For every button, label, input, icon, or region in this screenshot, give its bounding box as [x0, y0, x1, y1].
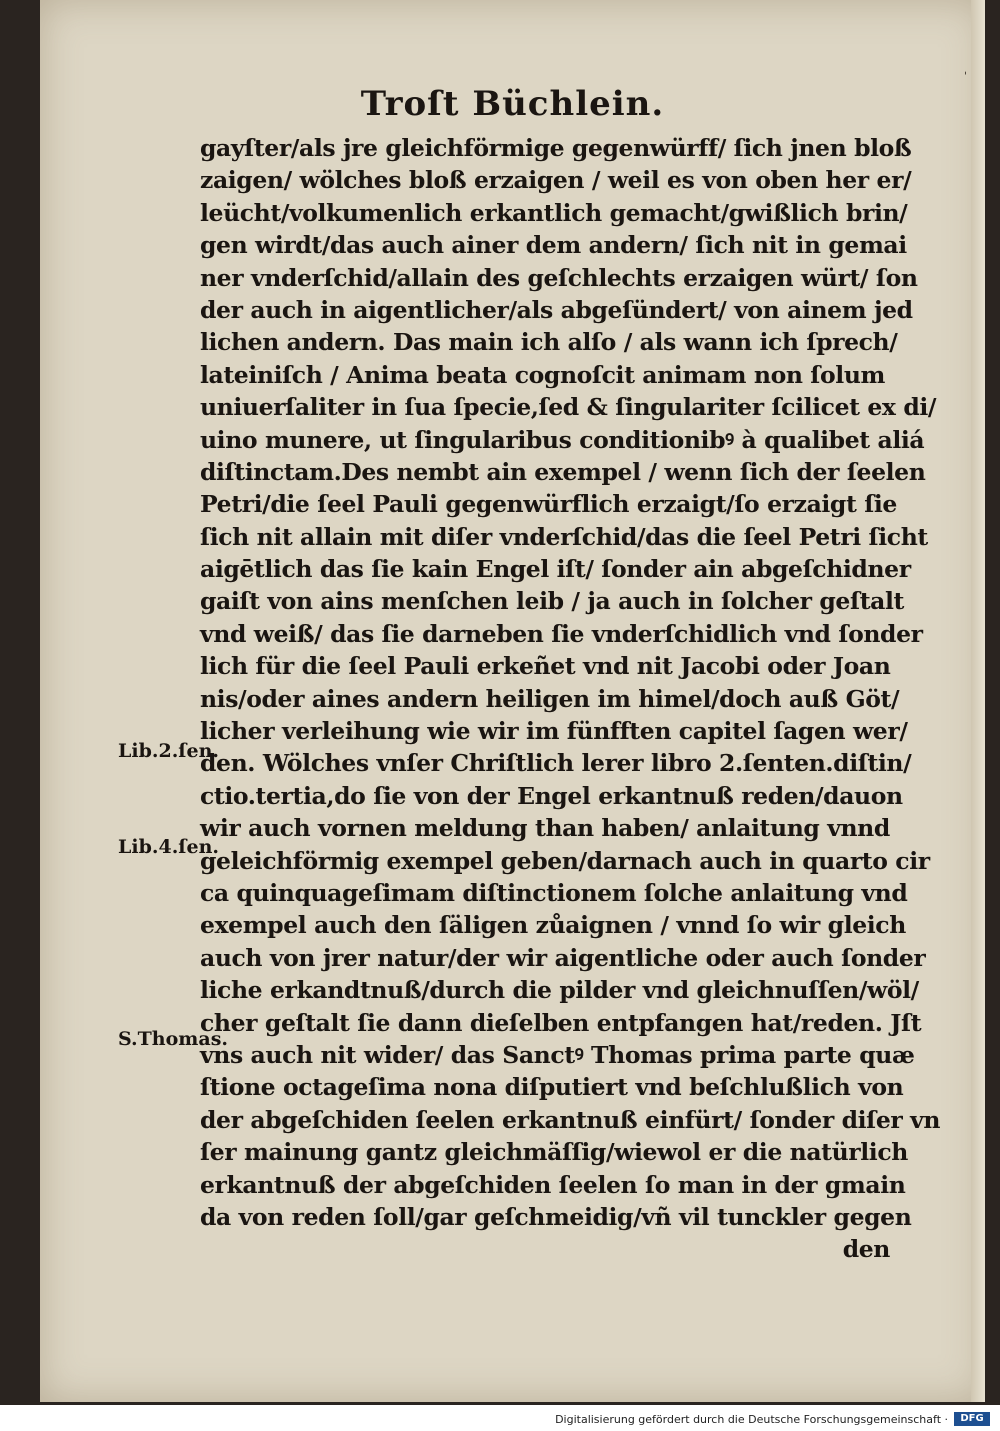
text-line: geleichförmig exempel geben/darnach auch in quarto cir — [200, 846, 930, 875]
text-line: uino munere, ut ſingularibus conditionibꝰ à qualibet aliá — [200, 425, 925, 454]
text-line: da von reden ſoll/gar geſchmeidig/vñ vil tunckler gegen — [200, 1202, 912, 1231]
text-line: ſtione octageſima nona diſputiert vnd beſchlußlich von — [200, 1073, 904, 1102]
text-line: gen wirdt/das auch ainer dem andern/ ſich nit in gemai — [200, 231, 907, 260]
text-line: ſich nit allain mit diſer vnderſchid/das die ſeel Petri ſicht — [200, 522, 928, 551]
text-line: leücht/volkumenlich erkantlich gemacht/gwißlich brin/ — [200, 198, 908, 227]
text-line: vnd weiß/ das ſie darneben ſie vnderſchidlich vnd ſonder — [200, 619, 923, 648]
text-line: lichen andern. Das main ich alſo / als wann ich ſprech/ — [200, 328, 898, 357]
text-line: licher verleihung wie wir im fünfften capitel ſagen wer/ — [200, 717, 908, 746]
text-line: wir auch vornen meldung than haben/ anlaitung vnnd — [200, 814, 890, 843]
text-line: auch von jrer natur/der wir aigentliche oder auch ſonder — [200, 943, 926, 972]
text-line: lateiniſch / Anima beata cognoſcit animam non ſolum — [200, 360, 885, 389]
marginal-note-lib4: Lib.4.ſen. — [118, 836, 220, 858]
text-line: aigētlich das ſie kain Engel iſt/ ſonder ain abgeſchidner — [200, 555, 911, 584]
marginal-note-thomas: S.Thomas. — [118, 1028, 229, 1050]
text-line: der auch in aigentlicher/als abgeſündert/ von ainem jed — [200, 295, 913, 324]
text-line: nis/oder aines andern heiligen im himel/doch auß Göt/ — [200, 684, 900, 713]
text-line: uniuerſaliter in ſua ſpecie,ſed & ſingulariter ſcilicet ex di/ — [200, 393, 937, 422]
text-line: ca quinquageſimam diſtinctionem ſolche anlaitung vnd — [200, 878, 908, 907]
dfg-logo: DFG — [954, 1412, 990, 1426]
page-edge — [971, 0, 985, 1402]
text-line: erkantnuß der abgeſchiden ſeelen ſo man in der gmain — [200, 1170, 906, 1199]
text-line: vns auch nit wider/ das Sanctꝰ Thomas prima parte quæ — [200, 1040, 915, 1069]
text-line: diſtinctam.Des nembt ain exempel / wenn ſich der ſeelen — [200, 457, 926, 486]
text-line: cher geſtalt ſie dann dieſelben entpfangen hat/reden. Jſt — [200, 1008, 922, 1037]
text-line: ner vnderſchid/allain des geſchlechts erzaigen würt/ ſon — [200, 263, 918, 292]
text-line: gaiſt von ains menſchen leib / ja auch in ſolcher geſtalt — [200, 587, 904, 616]
text-line: liche erkandtnuß/durch die pilder vnd gleichnuſſen/wöl/ — [200, 976, 919, 1005]
text-line: den. Wölches vnſer Chriſtlich lerer libro 2.ſenten.diſtin/ — [200, 749, 912, 778]
corner-mark: ˈ — [963, 70, 967, 84]
running-head: Troſt Büchlein. — [360, 84, 665, 124]
marginal-note-lib2: Lib.2.ſen. — [118, 740, 220, 762]
text-line: exempel auch den ſäligen zůaignen / vnnd ſo wir gleich — [200, 911, 906, 940]
text-line: ctio.tertia,do ſie von der Engel erkantnuß reden/dauon — [200, 781, 903, 810]
text-line: der abgeſchiden ſeelen erkantnuß einfürt/ ſonder diſer vn — [200, 1105, 941, 1134]
body-text — [200, 132, 941, 1266]
text-line: gayſter/als jre gleichförmige gegenwürff/ ſich jnen bloß — [200, 134, 912, 162]
text-line: zaigen/ wölches bloß erzaigen / weil es von oben her er/ — [200, 166, 912, 195]
text-line: lich für die ſeel Pauli erkeñet vnd nit Jacobi oder Joan — [200, 652, 891, 681]
footer-credit: Digitalisierung gefördert durch die Deutsche Forschungsgemeinschaft · — [555, 1413, 948, 1426]
catchword: den — [842, 1235, 890, 1264]
text-line: Petri/die ſeel Pauli gegenwürflich erzaigt/ſo erzaigt ſie — [200, 490, 897, 519]
text-line: ſer mainung gantz gleichmäſſig/wiewol er die natürlich — [200, 1138, 908, 1167]
